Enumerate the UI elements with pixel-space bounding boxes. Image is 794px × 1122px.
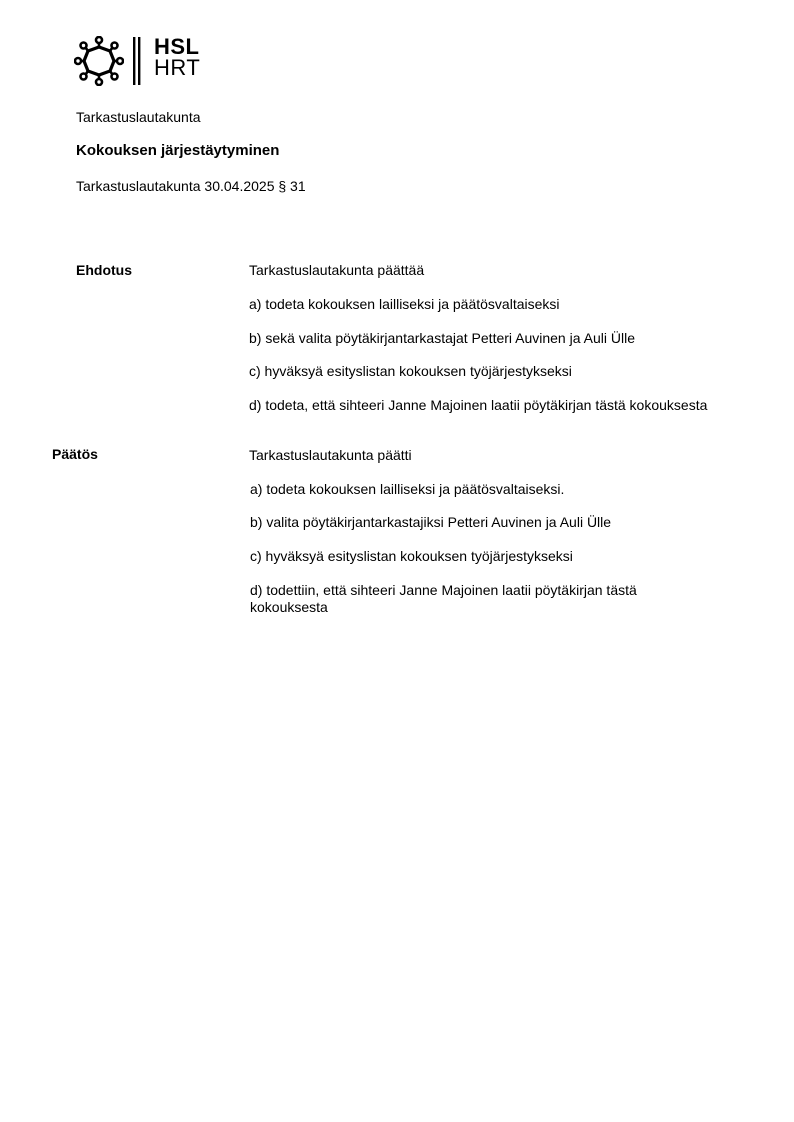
logo-divider-bars [132,36,142,86]
decision-intro: Tarkastuslautakunta päätti [249,447,412,463]
logo-hrt-text: HRT [154,55,201,80]
proposal-item: b) sekä valita pöytäkirjantarkastajat Petteri Auvinen ja Auli Ülle [249,330,635,346]
body-name: Tarkastuslautakunta [76,109,201,125]
decision-item: a) todeta kokouksen lailliseksi ja päätösvaltaiseksi. [250,481,565,497]
meeting-reference: Tarkastuslautakunta 30.04.2025 § 31 [76,178,306,194]
proposal-item: d) todeta, että sihteeri Janne Majoinen laatii pöytäkirjan tästä kokouksesta [249,397,708,413]
decision-item: c) hyväksyä esityslistan kokouksen työjärjestykseksi [250,548,573,564]
logo-wordmark [154,36,200,79]
logo-hsl-text: HSL [154,34,200,59]
hsl-logo [74,36,206,86]
page-title: Kokouksen järjestäytyminen [76,142,280,159]
decision-label: Päätös [52,446,98,462]
proposal-label: Ehdotus [76,262,132,278]
proposal-item: c) hyväksyä esityslistan kokouksen työjärjestykseksi [249,363,572,379]
proposal-item: a) todeta kokouksen lailliseksi ja päätösvaltaiseksi [249,296,560,312]
hsl-sun-logo-icon [74,36,124,86]
decision-item: b) valita pöytäkirjantarkastajiksi Petteri Auvinen ja Auli Ülle [250,514,612,530]
decision-item: d) todettiin, että sihteeri Janne Majoinen laatii pöytäkirjan tästä kokouksesta [250,582,637,615]
proposal-intro: Tarkastuslautakunta päättää [249,262,425,278]
